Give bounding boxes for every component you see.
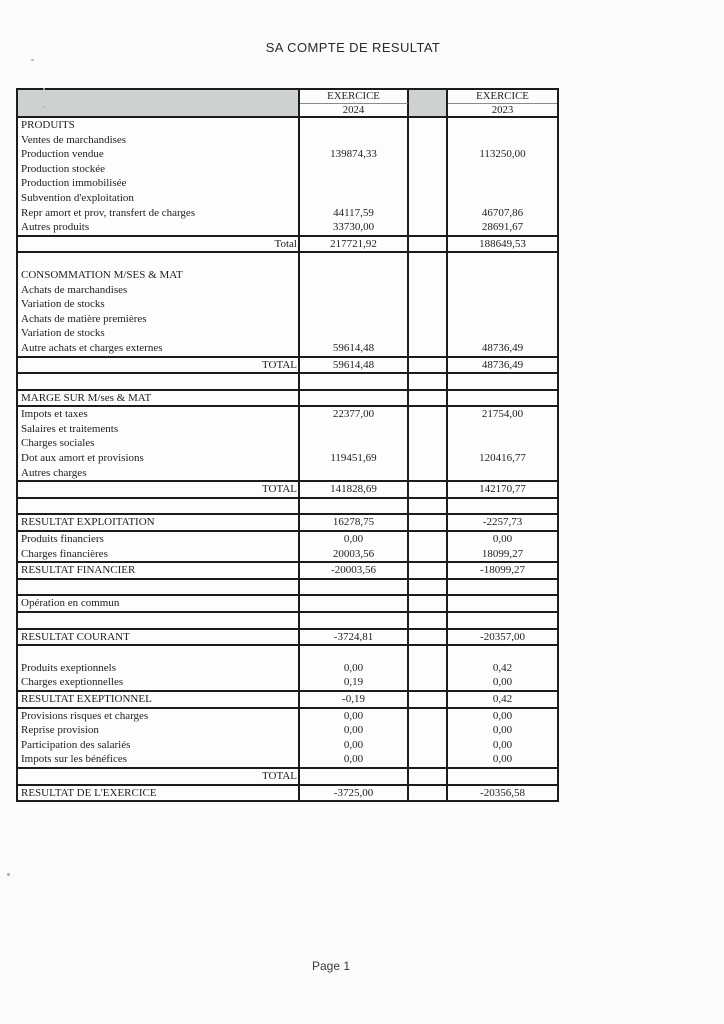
spacer-cell [409, 253, 448, 268]
value-2024 [300, 297, 409, 312]
table-row [18, 237, 557, 252]
value-2023: -20357,00 [480, 630, 525, 643]
table-header [18, 90, 557, 116]
spacer-cell [409, 176, 448, 191]
table-row [18, 532, 557, 547]
row-label: Dot aux amort et provisions [18, 451, 300, 466]
value-2023 [448, 374, 557, 389]
table-row [18, 133, 557, 148]
value-2023: 0,00 [492, 738, 513, 751]
value-2024: 16278,75 [300, 515, 409, 530]
value-2024: 0,00 [300, 738, 409, 753]
table-row [18, 709, 557, 724]
scan-speck [31, 59, 34, 61]
value-2024 [300, 374, 409, 389]
spacer-cell [409, 613, 448, 628]
table-row [18, 422, 557, 437]
value-2023 [448, 422, 557, 437]
spacer-cell [409, 769, 448, 784]
row-label: Charges sociales [18, 436, 300, 451]
section-charges [18, 405, 557, 480]
value-2024: -3724,81 [300, 630, 409, 645]
spacer-cell [409, 709, 448, 724]
value-2023: 142170,77 [479, 483, 526, 496]
row-label: MARGE SUR M/ses & MAT [18, 391, 300, 406]
spacer-cell [409, 738, 448, 753]
resultat-financier-row [18, 561, 557, 578]
row-label: PRODUITS [18, 118, 300, 133]
value-2023 [448, 191, 557, 206]
section-produits [18, 116, 557, 235]
value-2024: 33730,00 [300, 220, 409, 235]
value-2023 [448, 283, 557, 298]
value-2024 [300, 191, 409, 206]
value-2024: 0,19 [300, 675, 409, 690]
divers-total-row [18, 767, 557, 784]
header-year-2024: 2024 [300, 103, 409, 116]
table-row [18, 297, 557, 312]
value-2023 [448, 769, 557, 784]
value-2023 [448, 613, 557, 628]
spacer-cell [409, 391, 448, 406]
produits-total-row [18, 235, 557, 252]
value-2024 [300, 466, 409, 481]
spacer-cell [409, 466, 448, 481]
table-row [18, 407, 557, 422]
row-label: Opération en commun [18, 596, 300, 611]
spacer-cell [409, 547, 448, 562]
value-2023 [448, 466, 557, 481]
spacer-cell [409, 162, 448, 177]
table-row [18, 630, 557, 645]
table-row [18, 162, 557, 177]
table-row [18, 752, 557, 767]
value-2023 [448, 312, 557, 327]
value-2023: 0,00 [492, 533, 513, 546]
table-row [18, 692, 557, 707]
row-label: Total [18, 237, 300, 252]
row-label: Achats de matière premières [18, 312, 300, 327]
resultat-exploitation-row [18, 513, 557, 530]
table-row [18, 547, 557, 562]
spacer-cell [409, 191, 448, 206]
row-label: Variation de stocks [18, 326, 300, 341]
spacer-cell [409, 237, 448, 252]
spacer-cell [409, 297, 448, 312]
value-2023: 21754,00 [481, 408, 524, 421]
value-2023: -18099,27 [480, 564, 525, 577]
spacer-cell [409, 268, 448, 283]
blank-row [18, 372, 557, 389]
row-label: Produits exeptionnels [18, 661, 300, 676]
value-2024: 0,00 [300, 723, 409, 738]
value-2024: 59614,48 [300, 341, 409, 356]
table-row [18, 268, 557, 283]
value-2023 [448, 326, 557, 341]
value-2023: 120416,77 [479, 452, 526, 465]
value-2023 [448, 596, 557, 611]
spacer-cell [409, 407, 448, 422]
value-2024 [300, 312, 409, 327]
consommation-total-row [18, 356, 557, 373]
row-label: Repr amort et prov, transfert de charges [18, 206, 300, 221]
table-row [18, 191, 557, 206]
table-row [18, 723, 557, 738]
header-exercice-2023-label: EXERCICE [476, 90, 529, 102]
table-row [18, 769, 557, 784]
spacer-cell [409, 692, 448, 707]
row-label: Production stockée [18, 162, 300, 177]
spacer-cell [409, 341, 448, 356]
spacer-cell [409, 786, 448, 801]
value-2024: -20003,56 [300, 563, 409, 578]
row-label: Impots et taxes [18, 407, 300, 422]
value-2024: 0,00 [300, 532, 409, 547]
blank-row [18, 611, 557, 628]
spacer-cell [409, 326, 448, 341]
value-2024: 0,00 [300, 661, 409, 676]
value-2024: 44117,59 [300, 206, 409, 221]
row-label: Ventes de marchandises [18, 133, 300, 148]
row-label: RESULTAT DE L'EXERCICE [18, 786, 300, 801]
table-row [18, 675, 557, 690]
value-2024 [300, 499, 409, 514]
table-row [18, 374, 557, 389]
value-2024 [300, 283, 409, 298]
row-label [18, 253, 300, 268]
value-2024: -0,19 [300, 692, 409, 707]
table-row [18, 326, 557, 341]
row-label [18, 374, 300, 389]
row-label: RESULTAT FINANCIER [18, 563, 300, 578]
value-2023: 46707,86 [481, 206, 524, 219]
table-row [18, 391, 557, 406]
value-2024 [300, 580, 409, 595]
scan-speck [43, 106, 45, 108]
value-2024 [300, 769, 409, 784]
spacer-cell [409, 752, 448, 767]
row-label: TOTAL [18, 482, 300, 497]
table-row [18, 341, 557, 356]
spacer-cell [409, 515, 448, 530]
value-2024: 59614,48 [300, 358, 409, 373]
section-divers [18, 707, 557, 767]
spacer-cell [409, 630, 448, 645]
table-row [18, 786, 557, 801]
value-2024: 217721,92 [300, 237, 409, 252]
spacer-cell [409, 499, 448, 514]
spacer-cell [409, 358, 448, 373]
value-2024: 0,00 [300, 752, 409, 767]
value-2024 [300, 133, 409, 148]
table-row [18, 515, 557, 530]
row-label: Achats de marchandises [18, 283, 300, 298]
value-2023: 48736,49 [481, 341, 524, 354]
section-exceptionnel [18, 644, 557, 690]
row-label: Autres produits [18, 220, 300, 235]
value-2024 [300, 391, 409, 406]
row-label: Produits financiers [18, 532, 300, 547]
row-label [18, 613, 300, 628]
row-label [18, 580, 300, 595]
spacer-cell [409, 451, 448, 466]
value-2023 [448, 391, 557, 406]
value-2024 [300, 253, 409, 268]
value-2024 [300, 436, 409, 451]
table-row [18, 466, 557, 481]
row-label: TOTAL [18, 358, 300, 373]
header-spacer-cell [409, 90, 448, 116]
value-2023 [448, 580, 557, 595]
row-label: Autre achats et charges externes [18, 341, 300, 356]
row-label: Impots sur les bénéfices [18, 752, 300, 767]
row-label: Subvention d'exploitation [18, 191, 300, 206]
table-row [18, 358, 557, 373]
table-row [18, 312, 557, 327]
spacer-cell [409, 723, 448, 738]
table-row [18, 220, 557, 235]
value-2024 [300, 596, 409, 611]
value-2024 [300, 326, 409, 341]
table-row [18, 482, 557, 497]
value-2024 [300, 268, 409, 283]
value-2024 [300, 162, 409, 177]
row-label: Charges exeptionnelles [18, 675, 300, 690]
value-2024: 141828,69 [300, 482, 409, 497]
page-title: SA COMPTE DE RESULTAT [265, 40, 441, 55]
value-2024 [300, 422, 409, 437]
row-label: TOTAL [18, 769, 300, 784]
value-2024: 119451,69 [300, 451, 409, 466]
table-row [18, 738, 557, 753]
row-label: Provisions risques et charges [18, 709, 300, 724]
spacer-cell [409, 147, 448, 162]
table-row [18, 206, 557, 221]
row-label: Salaires et traitements [18, 422, 300, 437]
row-label [18, 499, 300, 514]
table-row [18, 580, 557, 595]
header-empty-cell [18, 90, 300, 116]
spacer-cell [409, 675, 448, 690]
section-financier [18, 530, 557, 561]
row-label: Variation de stocks [18, 297, 300, 312]
value-2023 [448, 297, 557, 312]
value-2024 [300, 176, 409, 191]
value-2023: 0,00 [492, 753, 513, 766]
table-row [18, 661, 557, 676]
table-row [18, 646, 557, 661]
spacer-cell [409, 482, 448, 497]
resultat-exceptionnel-row [18, 690, 557, 707]
scan-speck [43, 88, 45, 90]
section-consommation [18, 251, 557, 355]
table-row [18, 563, 557, 578]
spacer-cell [409, 661, 448, 676]
value-2024: 22377,00 [300, 407, 409, 422]
value-2023: 0,00 [492, 676, 513, 689]
table-row [18, 118, 557, 133]
spacer-cell [409, 374, 448, 389]
value-2023: 0,42 [492, 692, 513, 705]
value-2024: 139874,33 [300, 147, 409, 162]
income-statement-table [16, 88, 559, 802]
resultat-courant-row [18, 628, 557, 645]
resultat-exercice-row [18, 784, 557, 801]
value-2024: 0,00 [300, 709, 409, 724]
spacer-cell [409, 220, 448, 235]
value-2023: 188649,53 [479, 237, 526, 250]
table-row [18, 499, 557, 514]
spacer-cell [409, 532, 448, 547]
table-row [18, 147, 557, 162]
spacer-cell [409, 206, 448, 221]
page-number: Page 1 [311, 959, 351, 973]
row-label: Production vendue [18, 147, 300, 162]
row-label: RESULTAT EXPLOITATION [18, 515, 300, 530]
value-2023 [448, 118, 557, 133]
row-label: Autres charges [18, 466, 300, 481]
row-label: CONSOMMATION M/SES & MAT [18, 268, 300, 283]
value-2023: 18099,27 [481, 547, 524, 560]
marge-row [18, 389, 557, 406]
table-row [18, 451, 557, 466]
spacer-cell [409, 436, 448, 451]
value-2023: -2257,73 [482, 516, 523, 529]
value-2023: 0,42 [492, 661, 513, 674]
value-2023 [448, 253, 557, 268]
table-row [18, 596, 557, 611]
spacer-cell [409, 283, 448, 298]
value-2023: 113250,00 [479, 148, 526, 161]
row-label: Production immobilisée [18, 176, 300, 191]
value-2023 [448, 162, 557, 177]
row-label: RESULTAT EXEPTIONNEL [18, 692, 300, 707]
value-2023 [448, 176, 557, 191]
blank-row [18, 578, 557, 595]
spacer-cell [409, 596, 448, 611]
table-row [18, 283, 557, 298]
value-2023: 0,00 [492, 709, 513, 722]
row-label [18, 646, 300, 661]
table-row [18, 613, 557, 628]
value-2023 [448, 646, 557, 661]
value-2024 [300, 118, 409, 133]
row-label: Reprise provision [18, 723, 300, 738]
value-2024 [300, 646, 409, 661]
value-2023: -20356,58 [480, 786, 525, 799]
table-row [18, 253, 557, 268]
blank-row [18, 497, 557, 514]
row-label: RESULTAT COURANT [18, 630, 300, 645]
value-2023 [448, 436, 557, 451]
spacer-cell [409, 646, 448, 661]
value-2023: 0,00 [492, 724, 513, 737]
value-2023: 48736,49 [481, 358, 524, 371]
value-2024 [300, 613, 409, 628]
spacer-cell [409, 133, 448, 148]
spacer-cell [409, 563, 448, 578]
value-2023: 28691,67 [481, 221, 524, 234]
header-exercice-2024-label: EXERCICE [300, 90, 409, 103]
row-label: Charges financières [18, 547, 300, 562]
table-row [18, 176, 557, 191]
table-row [18, 436, 557, 451]
spacer-cell [409, 422, 448, 437]
spacer-cell [409, 312, 448, 327]
row-label: Participation des salariés [18, 738, 300, 753]
header-year-2023: 2023 [448, 103, 557, 116]
value-2023 [448, 268, 557, 283]
operation-commun-row [18, 594, 557, 611]
value-2023 [448, 499, 557, 514]
charges-total-row [18, 480, 557, 497]
value-2024: -3725,00 [300, 786, 409, 801]
spacer-cell [409, 118, 448, 133]
value-2023 [448, 133, 557, 148]
scan-speck [7, 873, 10, 876]
value-2024: 20003,56 [300, 547, 409, 562]
spacer-cell [409, 580, 448, 595]
